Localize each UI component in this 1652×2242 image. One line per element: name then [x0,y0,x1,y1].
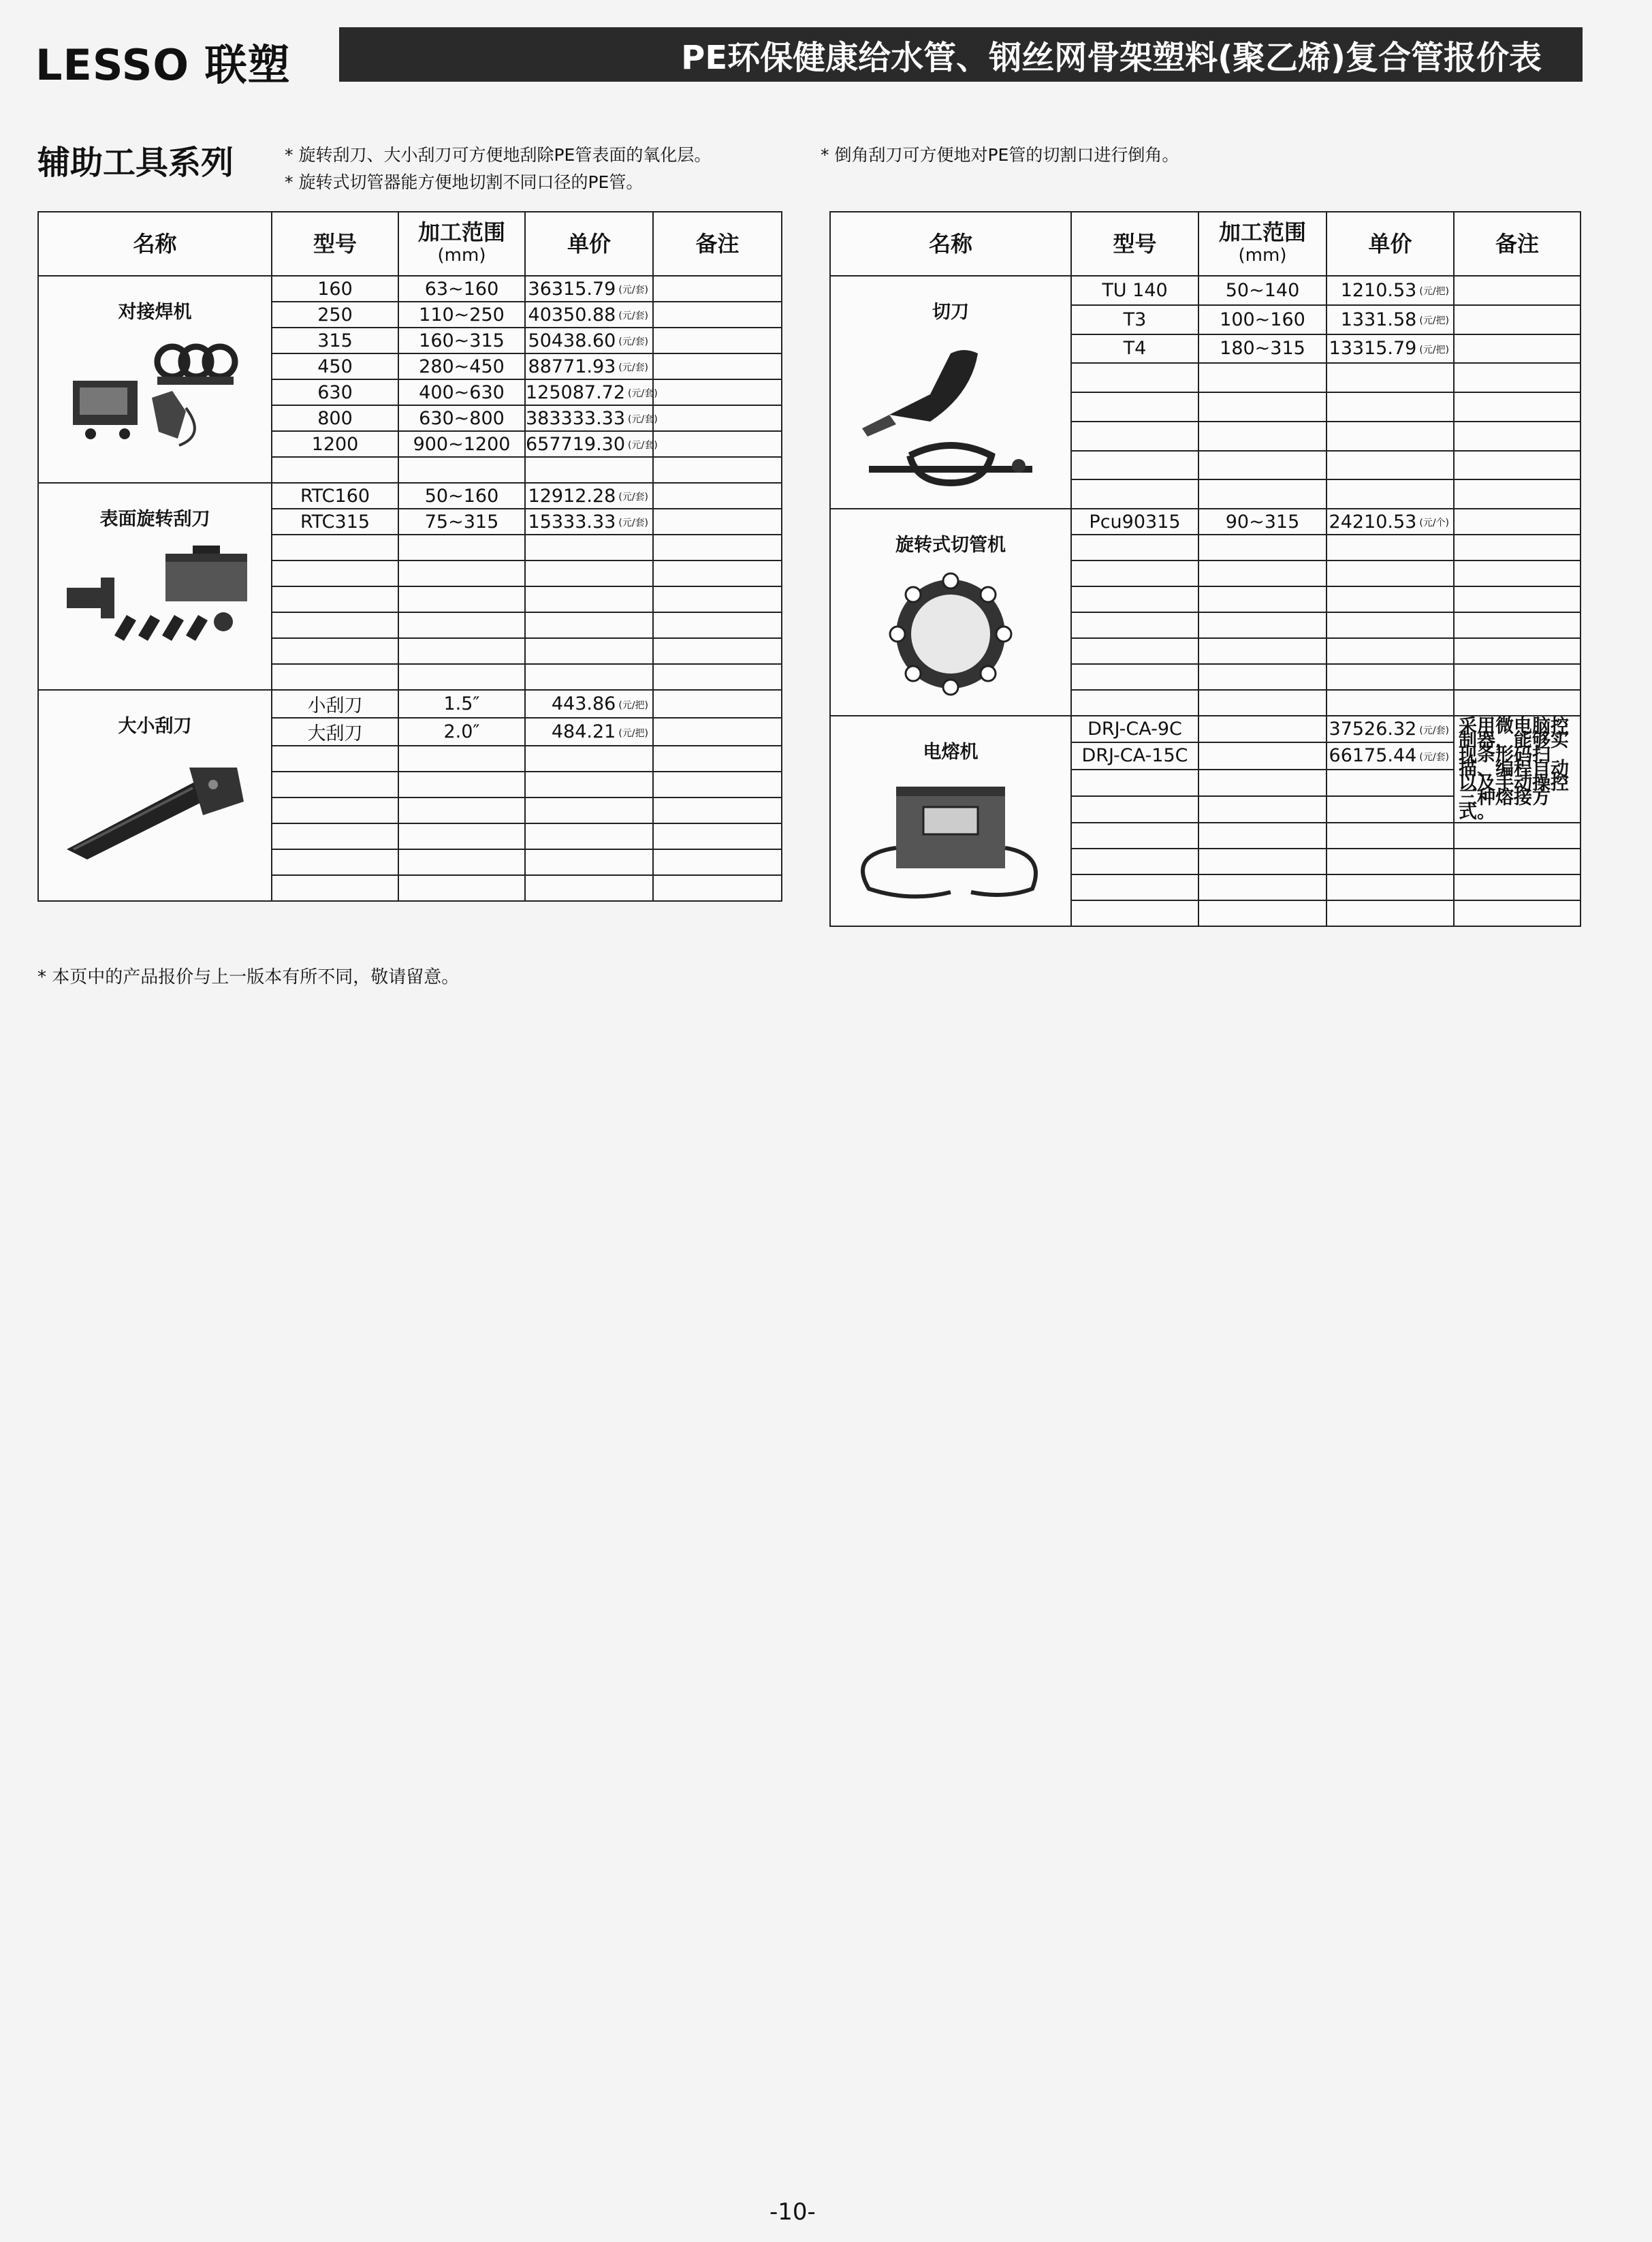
model-cell [1071,664,1198,690]
model-cell: DRJ-CA-9C [1071,716,1198,742]
remark-cell [1454,586,1580,612]
price-cell [1327,716,1454,742]
model-cell: 160 [272,276,398,302]
header-range-label: 加工范围 [1218,219,1306,245]
price-cell [1327,823,1454,849]
model-cell [272,535,398,560]
header-range-unit: (mm) [437,245,486,266]
header-range-label: 加工范围 [417,219,505,245]
hand-scraper-photo [39,747,271,868]
price-cell [1327,874,1454,900]
remark-cell [1454,664,1580,690]
product-name-cell [830,276,1071,509]
range-cell [1198,849,1327,874]
price-unit: (元/把) [1419,344,1449,356]
price-value: 36315.79 [528,278,616,300]
range-cell [398,849,525,875]
range-cell [1198,716,1327,742]
range-cell: 90~315 [1198,509,1327,535]
model-cell: T4 [1071,334,1198,364]
model-cell [1071,900,1198,926]
model-cell: 315 [272,328,398,353]
pipe-cutter-photo [831,333,1070,508]
price-cell [1327,479,1454,509]
range-cell [1198,363,1327,392]
remark-cell [1454,874,1580,900]
range-cell: 1.5″ [398,690,525,718]
remark-cell [1454,451,1580,480]
range-cell: 63~160 [398,276,525,302]
range-cell [398,823,525,849]
range-cell [1198,874,1327,900]
range-cell [1198,796,1327,823]
remark-cell [1454,535,1580,560]
header-name: 名称 [38,212,272,276]
price-cell [1327,422,1454,451]
remark-cell [653,405,782,431]
lesso-logo: LESSO 联塑 [35,40,291,90]
price-unit: (元/把) [618,699,648,711]
price-cell [1327,560,1454,586]
model-cell [272,823,398,849]
rotary-scraper-photo [39,540,271,654]
model-cell [1071,560,1198,586]
price-cell [525,772,653,798]
remark-cell [1454,334,1580,364]
range-cell: 280~450 [398,353,525,379]
table-row [38,276,782,302]
price-unit: (元/个) [1419,518,1449,528]
range-cell [398,664,525,690]
model-cell [1071,638,1198,664]
remark-cell [1454,560,1580,586]
price-unit: (元/套) [618,336,648,347]
range-cell: 630~800 [398,405,525,431]
remark-cell [653,302,782,328]
price-value: 66175.44 [1329,745,1417,767]
price-value: 657719.30 [526,433,626,455]
price-unit: (元/套) [628,440,658,451]
price-cell [525,849,653,875]
price-cell [1327,664,1454,690]
header-price: 单价 [525,212,653,276]
remark-cell [653,509,782,535]
range-cell: 100~160 [1198,305,1327,334]
remark-cell [653,586,782,612]
note-left-2: * 旋转式切管器能方便地切割不同口径的PE管。 [285,172,644,192]
range-cell [398,875,525,901]
butt-fusion-machine-photo [39,333,271,454]
model-cell [1071,612,1198,638]
model-cell [1071,823,1198,849]
model-cell [272,849,398,875]
model-cell [272,798,398,823]
left-table-body [38,276,782,901]
remark-cell [1454,823,1580,849]
remark-cell: 采用微电脑控制器，能够实现条形码扫描、编程自动以及手动操控三种熔接方式。 [1454,716,1580,823]
product-name-cell [38,690,272,901]
remark-cell [1454,479,1580,509]
range-cell: 2.0″ [398,718,525,746]
price-cell [1327,334,1454,364]
header-range [1198,212,1327,276]
price-value: 13315.79 [1329,338,1417,360]
range-cell: 50~140 [1198,276,1327,305]
right-table-body [830,276,1580,926]
model-cell [272,875,398,901]
price-unit: (元/套) [1419,751,1449,763]
remark-cell [1454,690,1580,716]
table-row [830,276,1580,305]
range-cell: 75~315 [398,509,525,535]
range-cell [1198,900,1327,926]
remark-cell [653,328,782,353]
model-cell [272,664,398,690]
model-cell [272,457,398,483]
header-price: 单价 [1327,212,1454,276]
header-name: 名称 [830,212,1071,276]
price-cell [525,664,653,690]
remark-cell [1454,849,1580,874]
model-cell: 450 [272,353,398,379]
price-value: 484.21 [551,721,616,742]
remark-cell [653,746,782,772]
remark-cell [653,560,782,586]
model-cell: 1200 [272,431,398,457]
range-cell: 160~315 [398,328,525,353]
header-remark: 备注 [1454,212,1580,276]
range-cell [1198,479,1327,509]
page-title-bar [339,27,1583,82]
header-range-unit: (mm) [1238,245,1287,266]
price-cell [525,823,653,849]
model-cell: DRJ-CA-15C [1071,742,1198,769]
price-value: 15333.33 [528,511,616,533]
price-cell [525,875,653,901]
model-cell: 800 [272,405,398,431]
range-cell [1198,742,1327,769]
range-cell [1198,638,1327,664]
electrofusion-machine-photo [831,773,1070,900]
price-unit: (元/套) [618,492,648,503]
product-name-cell [38,276,272,483]
model-cell: 小刮刀 [272,690,398,718]
range-cell: 110~250 [398,302,525,328]
remark-cell [653,457,782,483]
range-cell [1198,612,1327,638]
product-name: 表面旋转刮刀 [99,509,210,530]
model-cell [272,560,398,586]
price-cell [525,746,653,772]
price-cell [525,690,653,718]
notes-left [285,142,711,196]
price-cell [525,718,653,746]
model-cell [272,746,398,772]
remark-cell [653,849,782,875]
remark-cell [653,535,782,560]
product-name-cell [38,483,272,690]
price-cell [1327,276,1454,305]
remark-cell [653,718,782,746]
remark-cell [653,276,782,302]
model-cell [272,586,398,612]
range-cell [1198,664,1327,690]
page-title: PE环保健康给水管、钢丝网骨架塑料(聚乙烯)复合管报价表 [681,38,1542,77]
left-price-table [37,211,782,902]
price-cell [525,302,653,328]
price-unit: (元/把) [1419,315,1449,327]
price-value: 24210.53 [1329,511,1417,533]
remark-cell [1454,305,1580,334]
price-value: 125087.72 [526,381,626,403]
model-cell [1071,392,1198,422]
price-unit: (元/套) [618,285,648,296]
range-cell [398,560,525,586]
price-cell [1327,742,1454,769]
product-name: 电熔机 [923,742,979,763]
table-row [38,690,782,718]
remark-cell [1454,422,1580,451]
range-cell [398,746,525,772]
range-cell [1198,535,1327,560]
right-price-table [829,211,1581,927]
header-range [398,212,525,276]
remark-cell [1454,392,1580,422]
range-cell [398,586,525,612]
range-cell: 400~630 [398,379,525,405]
price-value: 1331.58 [1340,309,1417,330]
range-cell [398,535,525,560]
range-cell [1198,560,1327,586]
table-header-row [830,212,1580,276]
price-cell [525,560,653,586]
model-cell: 630 [272,379,398,405]
price-cell [1327,638,1454,664]
remark-cell [1454,276,1580,305]
range-cell [398,772,525,798]
range-cell: 180~315 [1198,334,1327,364]
model-cell: RTC315 [272,509,398,535]
price-unit: (元/套) [618,311,648,321]
model-cell: 大刮刀 [272,718,398,746]
model-cell [272,612,398,638]
price-cell [525,328,653,353]
remark-cell [653,664,782,690]
price-value: 40350.88 [528,304,616,326]
model-cell [1071,690,1198,716]
price-value: 1210.53 [1340,279,1417,301]
price-unit: (元/套) [628,388,658,399]
note-left-1: * 旋转刮刀、大小刮刀可方便地刮除PE管表面的氧化层。 [285,145,712,165]
remark-cell [653,772,782,798]
price-cell [525,405,658,431]
price-cell [1327,392,1454,422]
model-cell [1071,770,1198,796]
price-cell [525,509,653,535]
price-value: 383333.33 [526,407,626,429]
range-cell [398,457,525,483]
remark-cell [653,431,782,457]
model-cell: 250 [272,302,398,328]
price-cell [1327,535,1454,560]
range-cell [398,638,525,664]
model-cell: RTC160 [272,483,398,509]
price-cell [525,535,653,560]
price-unit: (元/套) [618,362,648,373]
range-cell [1198,586,1327,612]
table-row [830,509,1580,535]
price-cell [1327,509,1454,535]
table-row [830,716,1580,742]
model-cell [1071,586,1198,612]
remark-cell [1454,900,1580,926]
model-cell [1071,422,1198,451]
price-cell [1327,451,1454,480]
price-unit: (元/把) [1419,286,1449,298]
remark-cell [653,483,782,509]
price-cell [1327,612,1454,638]
table-header-row [38,212,782,276]
price-value: 50438.60 [528,330,616,351]
remark-cell [653,379,782,405]
remark-cell [1454,363,1580,392]
remark-cell [653,353,782,379]
model-cell [272,638,398,664]
product-name: 对接焊机 [118,302,192,323]
price-value: 443.86 [551,693,616,714]
product-name: 切刀 [932,302,969,323]
product-name-cell [830,509,1071,716]
model-cell [1071,479,1198,509]
price-cell [1327,770,1454,796]
note-right-1: * 倒角刮刀可方便地对PE管的切割口进行倒角。 [821,145,1179,165]
price-cell [1327,363,1454,392]
footnote: * 本页中的产品报价与上一版本有所不同，敬请留意。 [37,967,460,988]
header-model: 型号 [1071,212,1198,276]
remark-cell [1454,612,1580,638]
price-cell [525,612,653,638]
product-name-cell [830,716,1071,926]
product-name: 旋转式切管机 [895,535,1006,556]
price-cell [1327,796,1454,823]
remark-cell [653,638,782,664]
price-cell [525,353,653,379]
range-cell: 50~160 [398,483,525,509]
model-cell: T3 [1071,305,1198,334]
range-cell [1198,823,1327,849]
price-cell [525,431,658,457]
range-cell [1198,770,1327,796]
model-cell [272,772,398,798]
range-cell [1198,392,1327,422]
table-row [38,483,782,509]
model-cell: Pcu90315 [1071,509,1198,535]
page-number: -10- [769,2198,816,2226]
model-cell: TU 140 [1071,276,1198,305]
price-value: 37526.32 [1329,719,1417,740]
model-cell [1071,849,1198,874]
remark-cell [1454,509,1580,535]
remark-cell [653,690,782,718]
price-value: 12912.28 [528,485,616,507]
model-cell [1071,796,1198,823]
product-name: 大小刮刀 [118,716,192,737]
price-cell [525,276,653,302]
range-cell [398,798,525,823]
header-remark: 备注 [653,212,782,276]
notes-right [821,142,1179,169]
price-cell [525,798,653,823]
price-unit: (元/套) [1419,725,1449,736]
section-title: 辅助工具系列 [37,144,234,182]
price-cell [1327,900,1454,926]
price-unit: (元/把) [618,727,648,739]
range-cell [1198,422,1327,451]
price-cell [1327,305,1454,334]
price-value: 88771.93 [528,356,616,377]
price-cell [525,379,658,405]
remark-cell [653,798,782,823]
price-cell [525,483,653,509]
price-unit: (元/套) [618,518,648,528]
price-cell [525,457,653,483]
remark-cell [653,875,782,901]
price-cell [525,586,653,612]
model-cell [1071,535,1198,560]
model-cell [1071,363,1198,392]
range-cell [1198,690,1327,716]
price-unit: (元/套) [628,414,658,425]
range-cell: 900~1200 [398,431,525,457]
remark-cell [653,612,782,638]
remark-cell [1454,638,1580,664]
model-cell [1071,451,1198,480]
price-cell [1327,690,1454,716]
price-cell [525,638,653,664]
header-model: 型号 [272,212,398,276]
range-cell [398,612,525,638]
model-cell [1071,874,1198,900]
price-cell [1327,849,1454,874]
price-cell [1327,586,1454,612]
rotary-pipe-cutter-photo [831,566,1070,707]
remark-cell [653,823,782,849]
range-cell [1198,451,1327,480]
